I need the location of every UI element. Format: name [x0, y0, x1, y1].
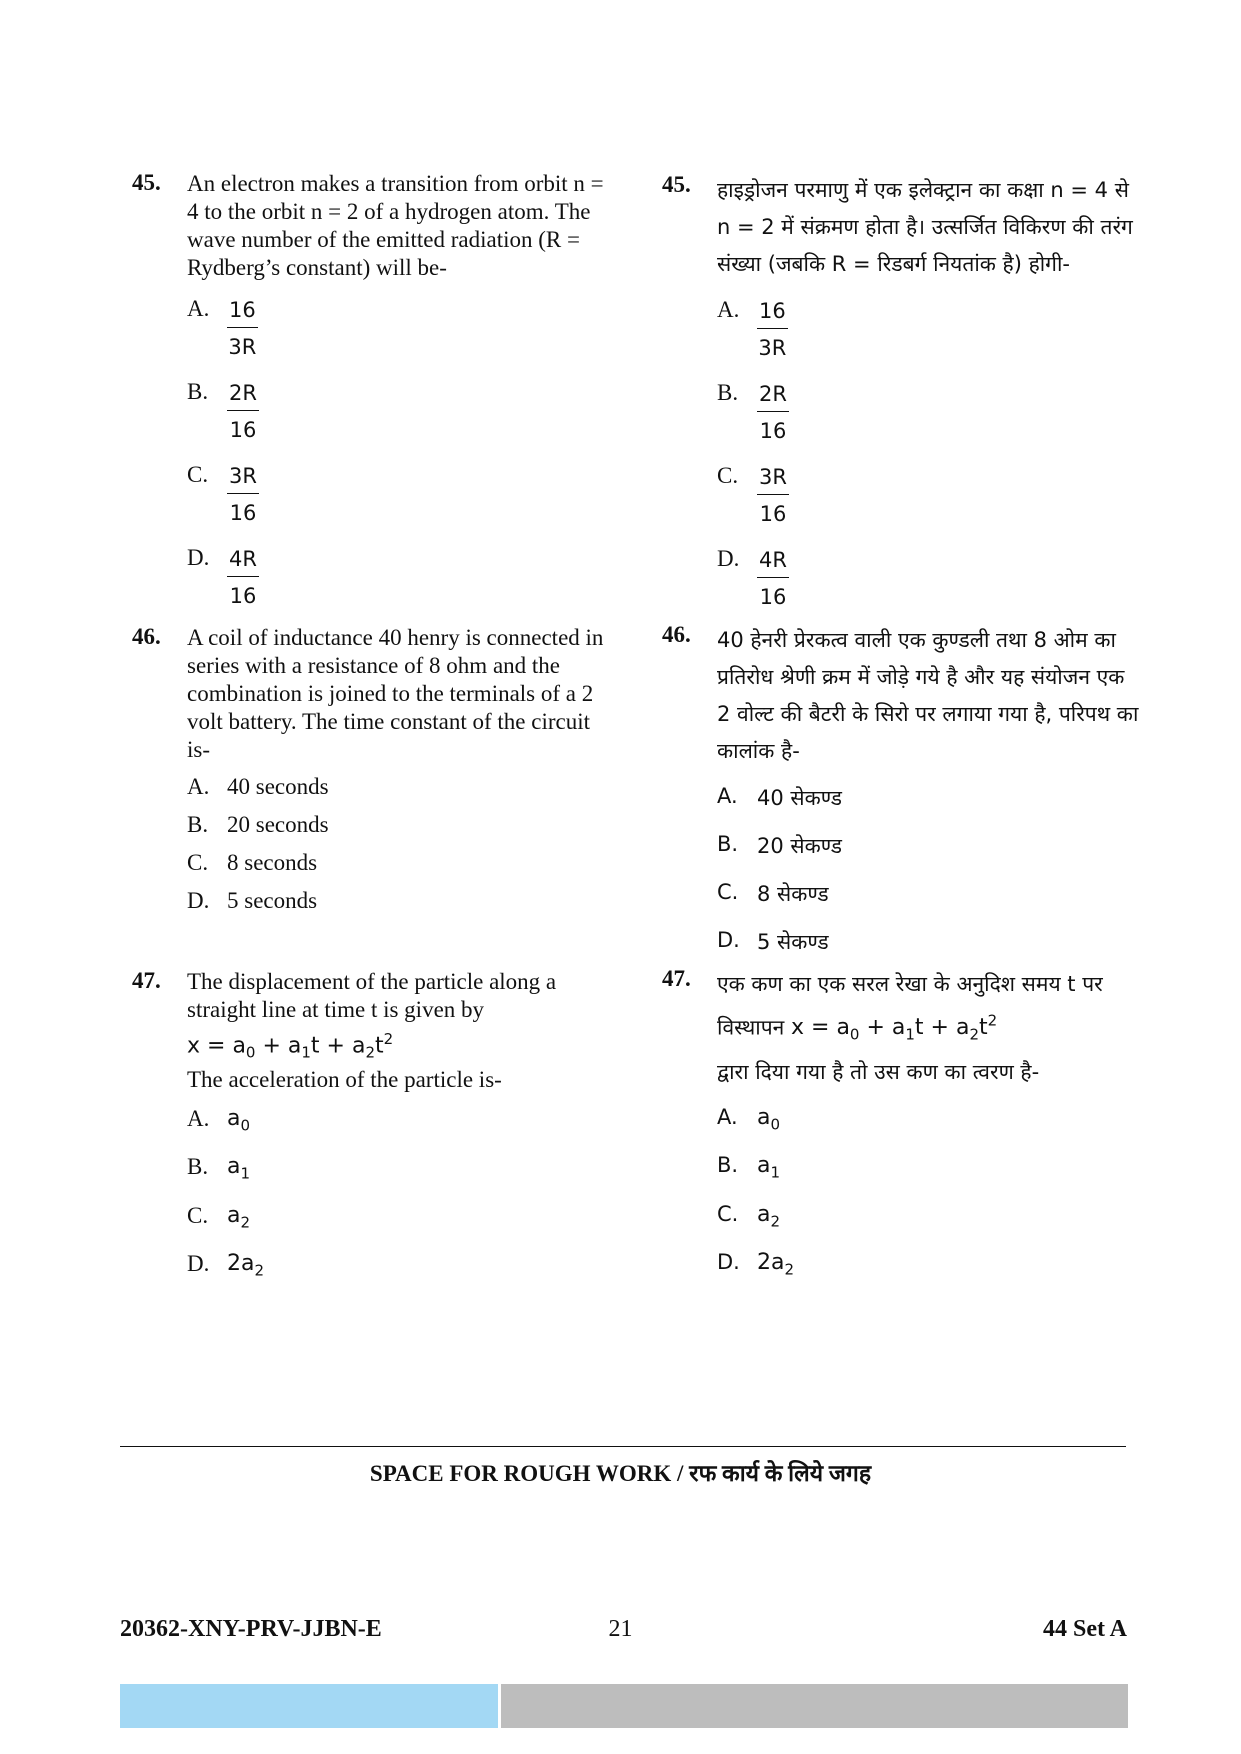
options-list — [187, 296, 612, 610]
option-math: $a_1$ — [227, 1154, 251, 1183]
options-list — [717, 1105, 1142, 1279]
option-label: C. — [187, 850, 209, 875]
option-label: D. — [187, 888, 210, 913]
option-a — [717, 784, 1142, 812]
numerator: 2R — [227, 379, 259, 411]
question-text: 40 हेनरी प्रेरकत्व वाली एक कुण्डली तथा 8 ओम का प्रतिरोध श्रेणी क्रम में जोड़े गये है और यह संयोजन एक 2 वोल्ट की बैटरी के सिरो पर लगाया गया है, परिपथ का कालांक है- — [717, 628, 1139, 763]
options-list — [717, 297, 1142, 611]
option-c — [187, 850, 612, 876]
fraction — [227, 545, 259, 610]
question-number: 46. — [132, 624, 161, 649]
option-c — [187, 1203, 612, 1231]
option-label: B. — [717, 832, 739, 856]
question-text: हाइड्रोजन परमाणु में एक इलेक्ट्रान का कक्षा n = 4 से n = 2 में संक्रमण होता है। उत्सर्जित विकिरण की तरंग संख्या (जबकि R = रिडबर्ग नियतांक है) होगी- — [717, 178, 1133, 276]
option-label: C. — [187, 1202, 209, 1228]
numerator: 3R — [757, 463, 789, 495]
option-c — [187, 462, 612, 527]
option-label: C. — [717, 1201, 739, 1226]
footer-bar-gray — [501, 1684, 1128, 1728]
option-d — [187, 1251, 612, 1279]
option-a — [717, 1105, 1142, 1133]
option-text: 8 सेकण्ड — [757, 882, 829, 906]
question-number: 47. — [132, 968, 161, 993]
numerator: 3R — [227, 462, 259, 494]
option-text: 8 seconds — [227, 850, 318, 875]
option-label: A. — [187, 296, 210, 321]
question-46-hi — [662, 622, 1142, 952]
option-label: A. — [717, 1104, 738, 1129]
options-list — [187, 1106, 612, 1280]
hindi-column — [662, 172, 1142, 1298]
question-text: A coil of inductance 40 henry is connected in series with a resistance of 8 ohm and the combination is joined to the terminals of a 2 volt battery. The time constant of the circuit is- — [187, 625, 604, 762]
question-number: 45. — [662, 172, 691, 197]
option-d — [717, 546, 1142, 611]
english-column — [132, 170, 612, 1299]
option-math: $a_2$ — [757, 1201, 781, 1230]
page-number: 21 — [608, 1616, 633, 1642]
rough-work-heading: SPACE FOR ROUGH WORK / रफ कार्य के लिये जगह — [369, 1461, 872, 1486]
option-math: $a_0$ — [227, 1105, 251, 1135]
options-list — [187, 774, 612, 914]
option-d — [187, 545, 612, 610]
option-label: B. — [717, 380, 739, 405]
denominator: 16 — [229, 584, 257, 608]
option-label: C. — [187, 462, 209, 487]
fraction — [227, 296, 258, 361]
option-text: 5 सेकण्ड — [757, 930, 829, 954]
denominator: 16 — [229, 501, 257, 525]
denominator: 3R — [758, 336, 787, 360]
option-label: A. — [717, 784, 738, 808]
displacement-equation: $x = a_0 + a_1t + a_2t^2$ — [791, 1012, 998, 1044]
question-47-hi — [662, 966, 1142, 1278]
paper-code: 20362-XNY-PRV-JJBN-E — [120, 1616, 382, 1642]
question-text: An electron makes a transition from orbit n = 4 to the orbit n = 2 of a hydrogen atom. The wave number of the emitted radiation (R = Rydberg’s constant) will be- — [187, 171, 604, 280]
option-b — [717, 1153, 1142, 1181]
numerator: 4R — [227, 545, 259, 577]
option-label: A. — [187, 1105, 210, 1131]
option-b — [717, 832, 1142, 860]
option-a — [717, 297, 1142, 362]
numerator: 16 — [757, 297, 788, 329]
option-d — [717, 928, 1142, 956]
option-label: C. — [717, 880, 739, 904]
option-text: 20 सेकण्ड — [757, 834, 842, 858]
fraction — [757, 546, 789, 611]
option-text: 20 seconds — [227, 812, 329, 837]
option-label: C. — [717, 463, 739, 488]
option-label: B. — [187, 1154, 209, 1180]
fraction — [227, 462, 259, 527]
question-45-en — [132, 170, 612, 610]
option-label: D. — [717, 1249, 740, 1274]
question-text: The displacement of the particle along a straight line at time t is given by — [187, 969, 557, 1022]
question-number: 46. — [662, 622, 691, 647]
question-number: 47. — [662, 966, 691, 991]
fraction — [227, 379, 259, 444]
option-label: B. — [187, 812, 209, 837]
numerator: 16 — [227, 296, 258, 328]
option-text: 5 seconds — [227, 888, 318, 913]
option-label: B. — [187, 379, 209, 404]
displacement-equation: $x = a_0 + a_1t + a_2t^2$ — [187, 1030, 394, 1062]
rough-work-divider — [120, 1446, 1126, 1447]
option-text: 40 सेकण्ड — [757, 786, 842, 810]
question-text-2: The acceleration of the particle is- — [187, 1066, 502, 1092]
option-a — [187, 296, 612, 361]
option-d — [717, 1250, 1142, 1278]
question-45-hi — [662, 172, 1142, 612]
question-number: 45. — [132, 170, 161, 195]
option-a — [187, 774, 612, 800]
option-a — [187, 1106, 612, 1134]
option-c — [717, 880, 1142, 908]
fraction — [757, 463, 789, 528]
option-label: A. — [717, 297, 740, 322]
option-b — [187, 1154, 612, 1182]
option-d — [187, 888, 612, 914]
fraction — [757, 380, 789, 445]
fraction — [757, 297, 788, 362]
numerator: 2R — [757, 380, 789, 412]
footer-bar-blue — [120, 1684, 498, 1728]
option-label: A. — [187, 774, 210, 799]
option-b — [187, 812, 612, 838]
option-c — [717, 1202, 1142, 1230]
displacement-prefix: विस्थापन — [717, 1015, 785, 1040]
question-46-en — [132, 624, 612, 954]
option-math: $a_2$ — [227, 1202, 251, 1231]
option-label: D. — [187, 545, 210, 570]
numerator: 4R — [757, 546, 789, 578]
displacement-line — [717, 1003, 1142, 1054]
question-text: एक कण का एक सरल रेखा के अनुदिश समय t पर — [717, 972, 1103, 996]
option-text: 40 seconds — [227, 774, 329, 799]
option-math: $2a_2$ — [757, 1249, 795, 1279]
option-math: $a_0$ — [757, 1104, 781, 1134]
question-text-2: द्वारा दिया गया है तो उस कण का त्वरण है- — [717, 1059, 1040, 1084]
option-label: D. — [717, 928, 740, 952]
option-label: B. — [717, 1153, 739, 1178]
option-label: D. — [187, 1250, 210, 1276]
denominator: 16 — [759, 502, 787, 526]
denominator: 16 — [759, 419, 787, 443]
denominator: 16 — [759, 585, 787, 609]
option-math: $a_1$ — [757, 1153, 781, 1182]
option-b — [187, 379, 612, 444]
option-b — [717, 380, 1142, 445]
question-47-en — [132, 968, 612, 1279]
denominator: 3R — [228, 335, 257, 359]
set-label: 44 Set A — [1043, 1616, 1127, 1642]
option-label: D. — [717, 546, 740, 571]
option-c — [717, 463, 1142, 528]
option-math: $2a_2$ — [227, 1250, 265, 1280]
denominator: 16 — [229, 418, 257, 442]
options-list — [717, 784, 1142, 956]
